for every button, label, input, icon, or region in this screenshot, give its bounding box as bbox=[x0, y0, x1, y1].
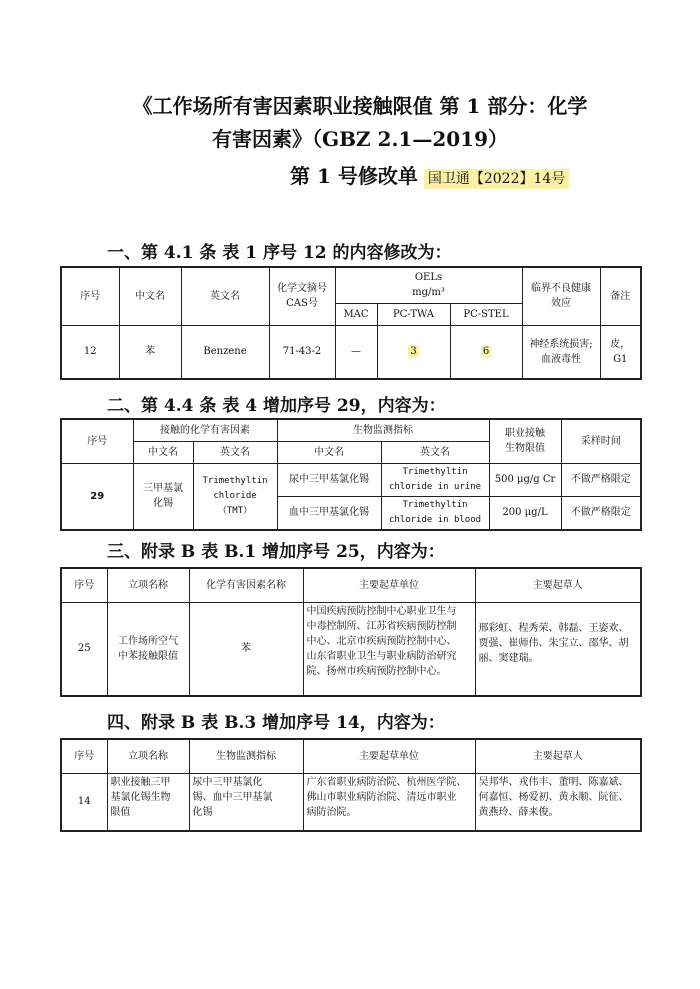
header-factor: 化学有害因素名称 bbox=[189, 568, 303, 602]
cell-units: 广东省职业病防治院、杭州医学院、 佛山市职业病防治院、清远市职业 病防治院。 bbox=[303, 773, 475, 831]
table-b1 bbox=[60, 567, 642, 697]
header-chem-cn: 中文名 bbox=[133, 441, 193, 463]
header-people: 主要起草人 bbox=[475, 739, 641, 773]
cell-en: Benzene bbox=[181, 325, 269, 379]
cell-cas: 71-43-2 bbox=[269, 325, 335, 379]
cell-no: 12 bbox=[61, 325, 119, 379]
section2-heading: 二、第 4.4 条 表 4 增加序号 29，内容为： bbox=[107, 396, 446, 416]
cell-time: 不做严格限定 bbox=[561, 463, 641, 496]
header-limit: 职业接触 生物限值 bbox=[489, 419, 561, 463]
header-cn: 中文名 bbox=[119, 267, 181, 325]
header-twa: PC-TWA bbox=[377, 303, 450, 325]
header-project: 立项名称 bbox=[107, 739, 189, 773]
oels-unit: mg/m³ bbox=[412, 287, 445, 299]
header-note: 备注 bbox=[600, 267, 641, 325]
header-mac: MAC bbox=[335, 303, 377, 325]
section1-heading: 一、第 4.1 条 表 1 序号 12 的内容修改为： bbox=[107, 243, 452, 263]
header-no: 序号 bbox=[61, 267, 119, 325]
cell-cn: 三甲基氯 化锡 bbox=[133, 463, 193, 530]
doc-title-line2: 有害因素》（GBZ 2.1—2019） bbox=[211, 127, 508, 151]
cell-mac: — bbox=[335, 325, 377, 379]
stel-value: 6 bbox=[482, 346, 490, 358]
cell-no: 14 bbox=[61, 773, 107, 831]
section4-heading: 四、附录 B 表 B.3 增加序号 14，内容为： bbox=[107, 713, 445, 733]
cell-limit: 500 μg/g Cr bbox=[489, 463, 561, 496]
doc-title-line3 bbox=[290, 161, 569, 194]
amendment-title: 第 1 号修改单 bbox=[290, 164, 418, 188]
reference-number: 国卫通【2022】14号 bbox=[424, 169, 569, 189]
header-bio: 生物监测指标 bbox=[277, 419, 489, 441]
header-no: 序号 bbox=[61, 419, 133, 463]
header-bio-cn: 中文名 bbox=[277, 441, 381, 463]
cell-bio-en: Trimethyltin chloride in urine bbox=[381, 463, 489, 496]
doc-title-line1: 《工作场所有害因素职业接触限值 第 1 部分：化学 bbox=[132, 94, 588, 118]
cell-project: 职业接触三甲 基氯化锡生物 限值 bbox=[107, 773, 189, 831]
header-chem-en: 英文名 bbox=[193, 441, 277, 463]
cell-units: 中国疾病预防控制中心职业卫生与 中毒控制所、江苏省疾病预防控制 中心、北京市疾病预防控制中心、 山东省职业卫生与职业病防治研究 院、扬州市疾病预防控制中心。 bbox=[303, 602, 475, 696]
header-units: 主要起草单位 bbox=[303, 739, 475, 773]
cell-bio-cn: 尿中三甲基氯化锡 bbox=[277, 463, 381, 496]
header-no: 序号 bbox=[61, 568, 107, 602]
cell-people: 吴邦华、戎伟丰、董明、陈嘉斌、 何嘉恒、杨爱初、黄永顺、阮征、 黄燕玲、薛来俊。 bbox=[475, 773, 641, 831]
header-effect: 临界不良健康 效应 bbox=[522, 267, 600, 325]
cell-stel bbox=[450, 325, 522, 379]
cell-no: 29 bbox=[61, 463, 133, 530]
header-oels bbox=[335, 267, 522, 303]
header-bio-en: 英文名 bbox=[381, 441, 489, 463]
cell-factor: 苯 bbox=[189, 602, 303, 696]
header-no: 序号 bbox=[61, 739, 107, 773]
cell-note: 皮，G1 bbox=[600, 325, 641, 379]
header-units: 主要起草单位 bbox=[303, 568, 475, 602]
cell-cn: 苯 bbox=[119, 325, 181, 379]
table-oels bbox=[60, 266, 642, 380]
oels-label: OELs bbox=[414, 272, 443, 284]
cell-project: 工作场所空气 中苯接触限值 bbox=[107, 602, 189, 696]
cell-twa bbox=[377, 325, 450, 379]
header-project: 立项名称 bbox=[107, 568, 189, 602]
cell-effect: 神经系统损害; 血液毒性 bbox=[522, 325, 600, 379]
twa-value: 3 bbox=[410, 346, 417, 358]
cell-time: 不做严格限定 bbox=[561, 496, 641, 530]
cell-people: 邢彩虹、程秀荣、韩磊、王姿欢、 贾强、崔师伟、朱宝立、邵华、胡 丽、窦建瑞。 bbox=[475, 602, 641, 696]
table-bio-limits bbox=[60, 418, 642, 531]
cell-indicator: 尿中三甲基氯化 锡、血中三甲基氯 化锡 bbox=[189, 773, 303, 831]
table-b3 bbox=[60, 738, 642, 832]
header-chem: 接触的化学有害因素 bbox=[133, 419, 277, 441]
cell-en: Trimethyltin chloride （TMT） bbox=[193, 463, 277, 530]
header-cas: 化学文摘号 CAS号 bbox=[269, 267, 335, 325]
cell-bio-cn: 血中三甲基氯化锡 bbox=[277, 496, 381, 530]
header-indicator: 生物监测指标 bbox=[189, 739, 303, 773]
cell-bio-en: Trimethyltin chloride in blood bbox=[381, 496, 489, 530]
header-stel: PC-STEL bbox=[450, 303, 522, 325]
cell-limit: 200 μg/L bbox=[489, 496, 561, 530]
header-time: 采样时间 bbox=[561, 419, 641, 463]
section3-heading: 三、附录 B 表 B.1 增加序号 25，内容为： bbox=[107, 542, 445, 562]
header-people: 主要起草人 bbox=[475, 568, 641, 602]
header-en: 英文名 bbox=[181, 267, 269, 325]
cell-no: 25 bbox=[61, 602, 107, 696]
